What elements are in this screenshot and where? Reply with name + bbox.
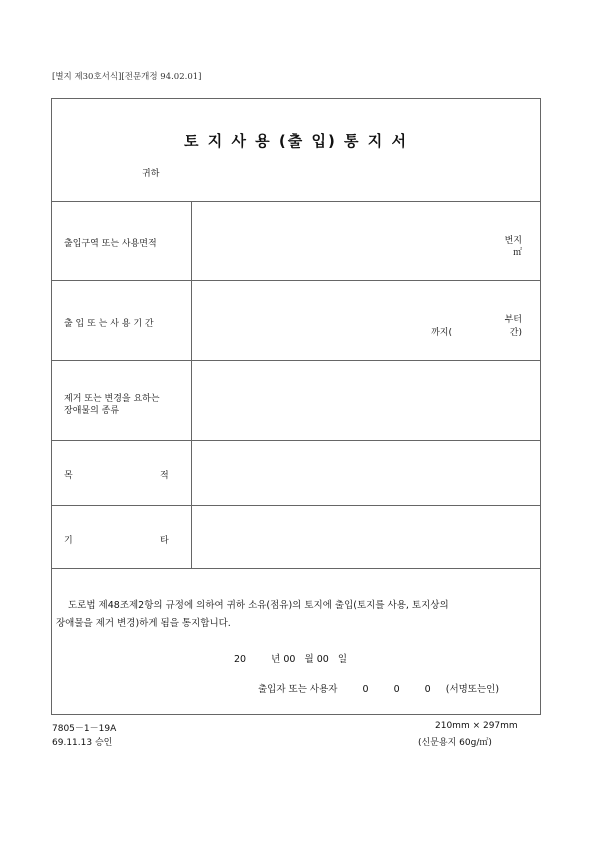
signer-line: [258, 681, 499, 695]
area-label: 출입구역 또는 사용면적: [64, 239, 157, 249]
signer-label: 출입자 또는 사용자: [258, 684, 338, 695]
month-value[interactable]: 00: [283, 654, 296, 665]
purpose-label-cell: [52, 441, 192, 505]
obstacle-label-line1: 제거 또는 변경을 요하는: [64, 394, 160, 404]
period-value-cell[interactable]: [193, 281, 540, 360]
title-section: [52, 99, 540, 202]
notice-text-line2: 장애물을 제거 변경)하게 됨을 통지합니다.: [56, 618, 231, 629]
signer-mark-3[interactable]: 0: [424, 684, 431, 695]
day-unit: 일: [337, 654, 347, 665]
other-label-left: 기: [64, 536, 73, 546]
notice-text-line1: 도로법 제48조제2항의 규정에 의하여 귀하 소유(점유)의 토지에 출입(토지를 사용, 토지상의: [68, 600, 449, 611]
other-label-right: 타: [160, 536, 169, 546]
obstacle-label-cell: [52, 361, 192, 440]
signature-note: (서명또는인): [445, 684, 500, 695]
form-frame: [51, 98, 541, 715]
day-value[interactable]: 00: [316, 654, 329, 665]
notice-section: [52, 569, 540, 714]
area-value-cell[interactable]: [193, 201, 540, 280]
form-code: 7805－1－19A: [52, 724, 117, 734]
period-label-cell: [52, 281, 192, 360]
square-meter-unit: ㎡: [512, 248, 522, 258]
recipient-suffix: 귀하: [142, 169, 160, 179]
obstacle-row: [52, 361, 540, 441]
area-row: [52, 201, 540, 281]
until-unit: 까지(: [431, 328, 452, 338]
lot-number-unit: 번지: [504, 236, 522, 246]
form-header-note: [별지 제30호서식][전문개정 94.02.01]: [52, 72, 202, 82]
approval-date: 69.11.13 승인: [52, 738, 113, 748]
signer-mark-1[interactable]: 0: [362, 684, 369, 695]
duration-unit: 간): [509, 328, 522, 338]
purpose-row: [52, 441, 540, 506]
paper-spec: (신문용지 60g/㎡): [418, 738, 492, 748]
year-prefix: 20: [234, 654, 247, 665]
other-value-cell[interactable]: [193, 506, 540, 568]
obstacle-label-line2: 장애물의 종류: [64, 406, 120, 416]
month-unit: 월: [304, 654, 314, 665]
other-label-cell: [52, 506, 192, 568]
paper-size: 210mm × 297mm: [435, 721, 518, 731]
purpose-value-cell[interactable]: [193, 441, 540, 505]
purpose-label-right: 적: [160, 471, 169, 481]
from-unit: 부터: [504, 315, 522, 325]
year-unit: 년: [271, 654, 281, 665]
date-line: [234, 651, 347, 665]
period-label: 출 입 또 는 사 용 기 간: [64, 319, 154, 329]
period-row: [52, 281, 540, 361]
other-row: [52, 506, 540, 569]
document-title: 토 지 사 용 (출 입) 통 지 서: [184, 132, 408, 150]
signer-mark-2[interactable]: 0: [393, 684, 400, 695]
obstacle-value-cell[interactable]: [193, 361, 540, 440]
purpose-label-left: 목: [64, 471, 73, 481]
area-label-cell: [52, 201, 192, 280]
